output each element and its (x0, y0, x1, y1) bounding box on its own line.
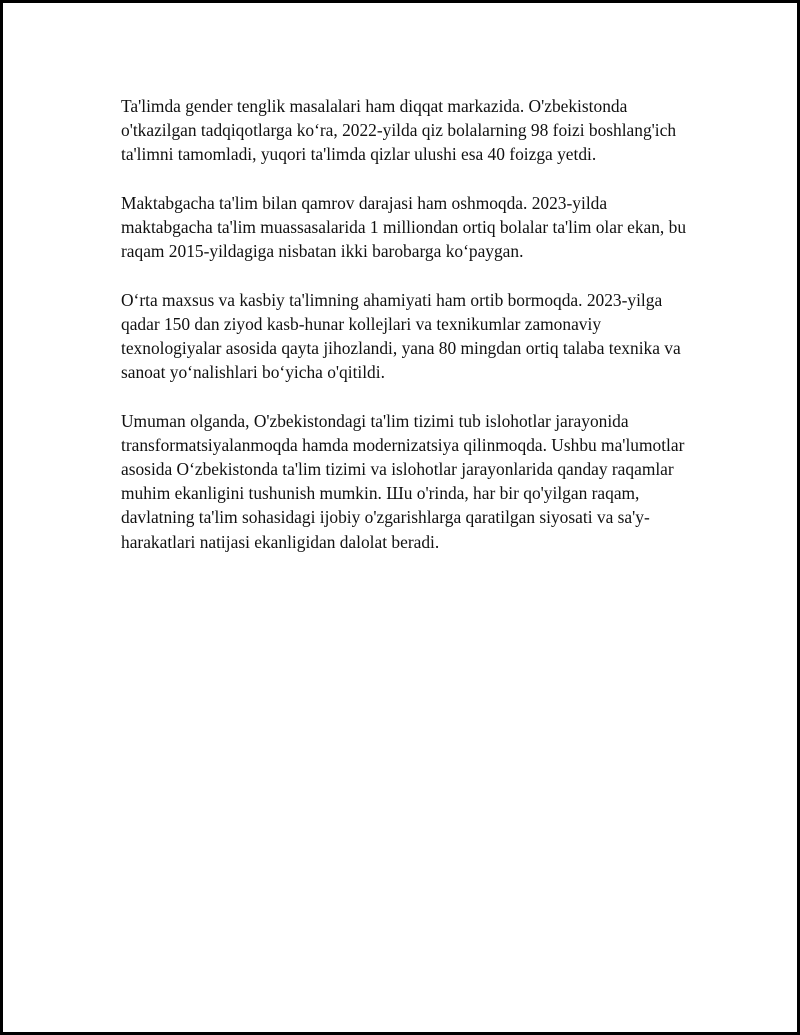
paragraph-preschool-education: Maktabgacha ta'lim bilan qamrov darajasi ham oshmoqda. 2023-yilda maktabgacha ta'lim muassasalarida 1 milliondan ortiq bolalar ta'lim olar ekan, bu raqam 2015-yildagiga nisbatan ikki barobarga ko‘paygan. (121, 192, 687, 262)
paragraph-gender-equality: Ta'limda gender tenglik masalalari ham diqqat markazida. O'zbekistonda o'tkazilgan tadqiqotlarga ko‘ra, 2022-yilda qiz bolalarning 98 foizi boshlang'ich ta'limni tamomladi, yuqori ta'limda qizlar ulushi esa 40 foizga yetdi. (121, 96, 677, 165)
paragraph-vocational-education: O‘rta maxsus va kasbiy ta'limning ahamiyati ham ortib bormoqda. 2023-yilga qadar 150 dan ziyod kasb-hunar kollejlari va texnikumlar zamonaviy texnologiyalar asosida qayta jihozlandi, yana 80 mingdan ortiq talaba texnika va sanoat yo‘nalishlari bo‘yicha o'qitildi. (121, 289, 681, 383)
paragraph-conclusion: Umuman olganda, O'zbekistondagi ta'lim tizimi tub islohotlar jarayonida transformatsiyalanmoqda hamda modernizatsiya qilinmoqda. Ushbu ma'lumotlar asosida O‘zbekistonda ta'lim tizimi va islohotlar jarayonlarida qanday raqamlar muhim ekanligini tushunish mumkin. Шu o'rinda, har bir qo'yilgan raqam, davlatning ta'lim sohasidagi ijobiy o'zgarishlarga qaratilgan siyosati va sa'y-harakatlari natijasi ekanligidan dalolat beradi. (121, 410, 685, 552)
document-body (121, 94, 693, 578)
